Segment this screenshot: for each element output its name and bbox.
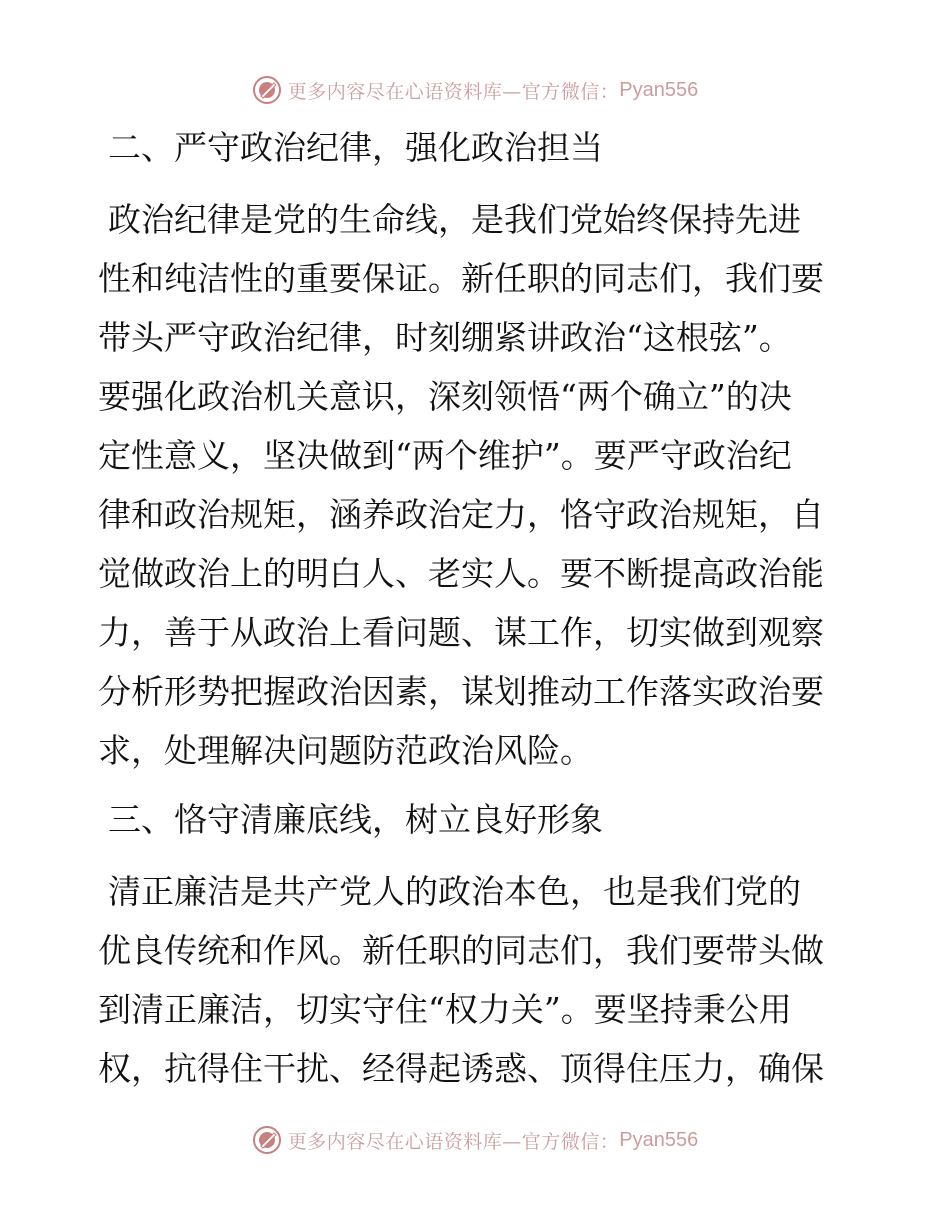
paragraph-line: 政治纪律是党的生命线，是我们党始终保持先进 xyxy=(108,200,801,239)
watermark-text: 更多内容尽在心语资料库—官方微信： xyxy=(287,80,620,103)
section-3-paragraph xyxy=(98,862,850,1098)
paragraph-line: 清正廉洁是共产党人的政治本色，也是我们党的 xyxy=(108,872,801,911)
watermark-text: 更多内容尽在心语资料库—官方微信： xyxy=(287,1130,620,1153)
section-heading-3: 三、恪守清廉底线，树立良好形象 xyxy=(108,800,603,839)
paragraph-line: 律和政治规矩，涵养政治定力，恪守政治规矩，自 xyxy=(98,495,824,534)
watermark-header xyxy=(0,70,950,110)
paragraph-line: 优良传统和作风。新任职的同志们，我们要带头做 xyxy=(98,931,824,970)
paragraph-line: 力，善于从政治上看问题、谋工作，切实做到观察 xyxy=(98,613,824,652)
paragraph-line: 要强化政治机关意识，深刻领悟“两个确立”的决 xyxy=(98,377,792,416)
section-heading-2: 二、严守政治纪律，强化政治担当 xyxy=(108,128,603,167)
watermark-id: Pyan556 xyxy=(619,78,699,101)
paragraph-line: 到清正廉洁，切实守住“权力关”。要坚持秉公用 xyxy=(98,990,792,1029)
watermark-footer xyxy=(0,1120,950,1160)
paragraph-line: 定性意义，坚决做到“两个维护”。要严守政治纪 xyxy=(98,436,792,475)
pen-logo-icon xyxy=(252,75,282,105)
paragraph-line: 权，抗得住干扰、经得起诱惑、顶得住压力，确保 xyxy=(98,1049,824,1088)
paragraph-line: 性和纯洁性的重要保证。新任职的同志们，我们要 xyxy=(98,259,824,298)
paragraph-line: 觉做政治上的明白人、老实人。要不断提高政治能 xyxy=(98,554,824,593)
paragraph-line: 带头严守政治纪律，时刻绷紧讲政治“这根弦”。 xyxy=(98,318,792,357)
section-2-paragraph xyxy=(98,190,850,780)
pen-logo-icon xyxy=(252,1125,282,1155)
watermark-id: Pyan556 xyxy=(619,1128,699,1151)
paragraph-line: 求，处理解决问题防范政治风险。 xyxy=(98,731,593,770)
paragraph-line: 分析形势把握政治因素，谋划推动工作落实政治要 xyxy=(98,672,824,711)
